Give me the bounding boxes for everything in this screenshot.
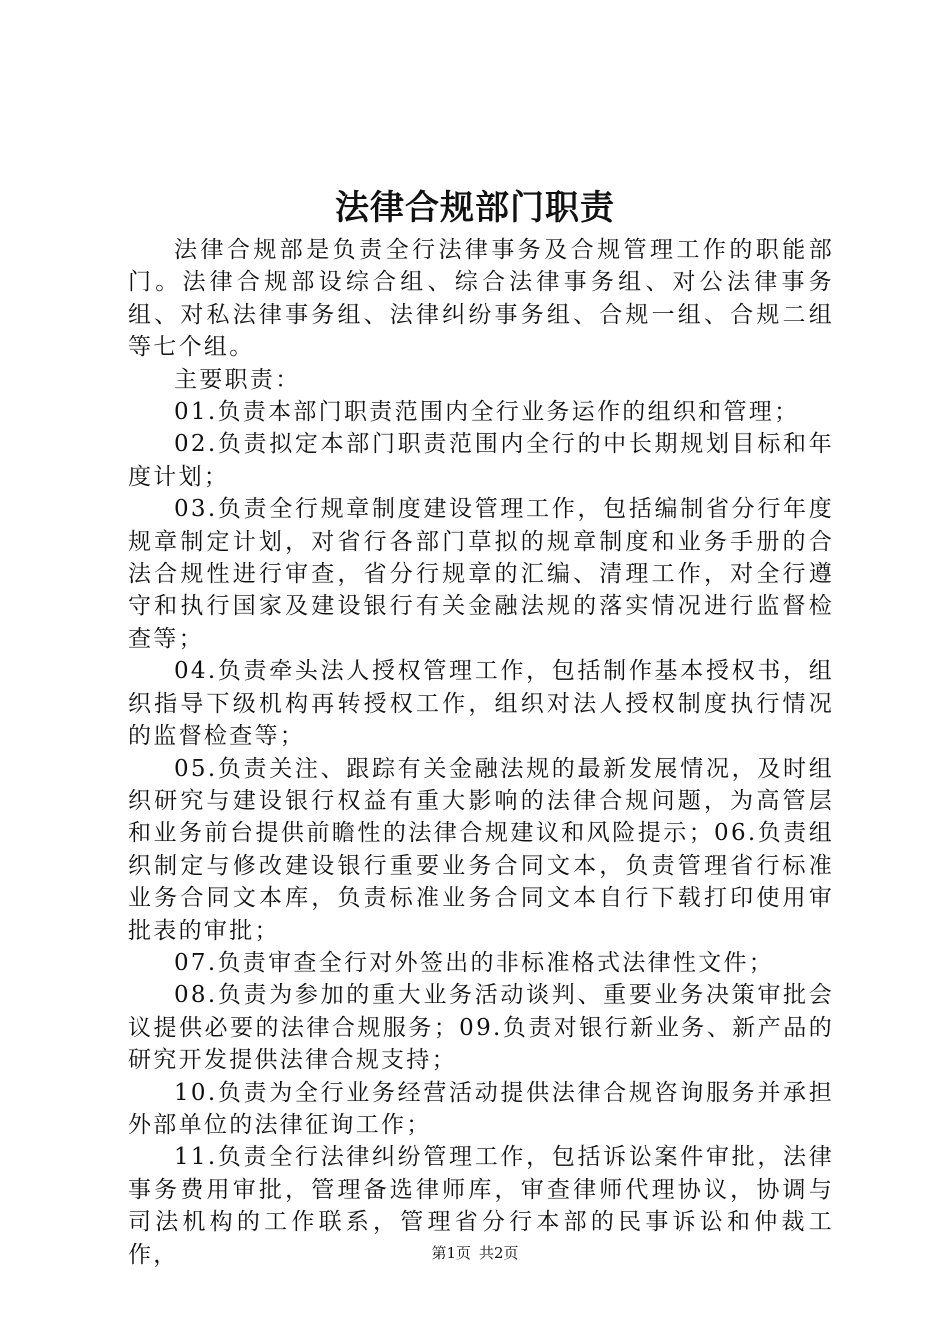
paragraph-duty-03: 03.负责全行规章制度建设管理工作，包括编制省分行年度规章制定计划，对省行各部门草拟的规章制度和业务手册的合法合规性进行审查，省分行规章的汇编、清理工作，对全行遵守和执行国家及建设银行有关金融法规的落实情况进行监督检查等；: [128, 496, 834, 652]
paragraph-main-duties-heading: 主要职责：: [174, 366, 301, 393]
paragraph-duty-02: 02.负责拟定本部门职责范围内全行的中长期规划目标和年度计划；: [128, 431, 834, 490]
page-number-total: 共2页: [479, 1244, 519, 1262]
paragraph-duty-01: 01.负责本部门职责范围内全行业务运作的组织和管理；: [174, 399, 800, 426]
document-title: 法律合规部门职责: [335, 188, 615, 228]
paragraph-duty-05-06: 05.负责关注、跟踪有关金融法规的最新发展情况，及时组织研究与建设银行权益有重大影响的法律合规问题，为高管层和业务前台提供前瞻性的法律合规建议和风险提示；06.负责组织制定与修改建设银行重要业务合同文本，负责管理省行标准业务合同文本库，负责标准业务合同文本自行下载打印使用审批表的审批；: [128, 755, 834, 944]
page-footer: [0, 1243, 950, 1263]
paragraph-duty-10: 10.负责为全行业务经营活动提供法律合规咨询服务并承担外部单位的法律征询工作；: [128, 1079, 834, 1138]
paragraph-intro: 法律合规部是负责全行法律事务及合规管理工作的职能部门。法律合规部设综合组、综合法律事务组、对公法律事务组、对私法律事务组、法律纠纷事务组、合规一组、合规二组等七个组。: [128, 237, 834, 361]
paragraph-duty-11: 11.负责全行法律纠纷管理工作，包括诉讼案件审批，法律事务费用审批，管理备选律师库，审查律师代理协议，协调与司法机构的工作联系，管理省分行本部的民事诉讼和仲裁工作，: [128, 1144, 834, 1268]
paragraph-duty-07: 07.负责审查全行对外签出的非标准格式法律性文件；: [174, 949, 775, 976]
page-number-current: 第1页: [431, 1244, 471, 1262]
paragraph-duty-04: 04.负责牵头法人授权管理工作，包括制作基本授权书，组织指导下级机构再转授权工作，组织对法人授权制度执行情况的监督检查等；: [128, 658, 834, 750]
paragraph-duty-08-09: 08.负责为参加的重大业务活动谈判、重要业务决策审批会议提供必要的法律合规服务；09.负责对银行新业务、新产品的研究开发提供法律合规支持；: [128, 982, 834, 1074]
document-body: [128, 234, 834, 1271]
